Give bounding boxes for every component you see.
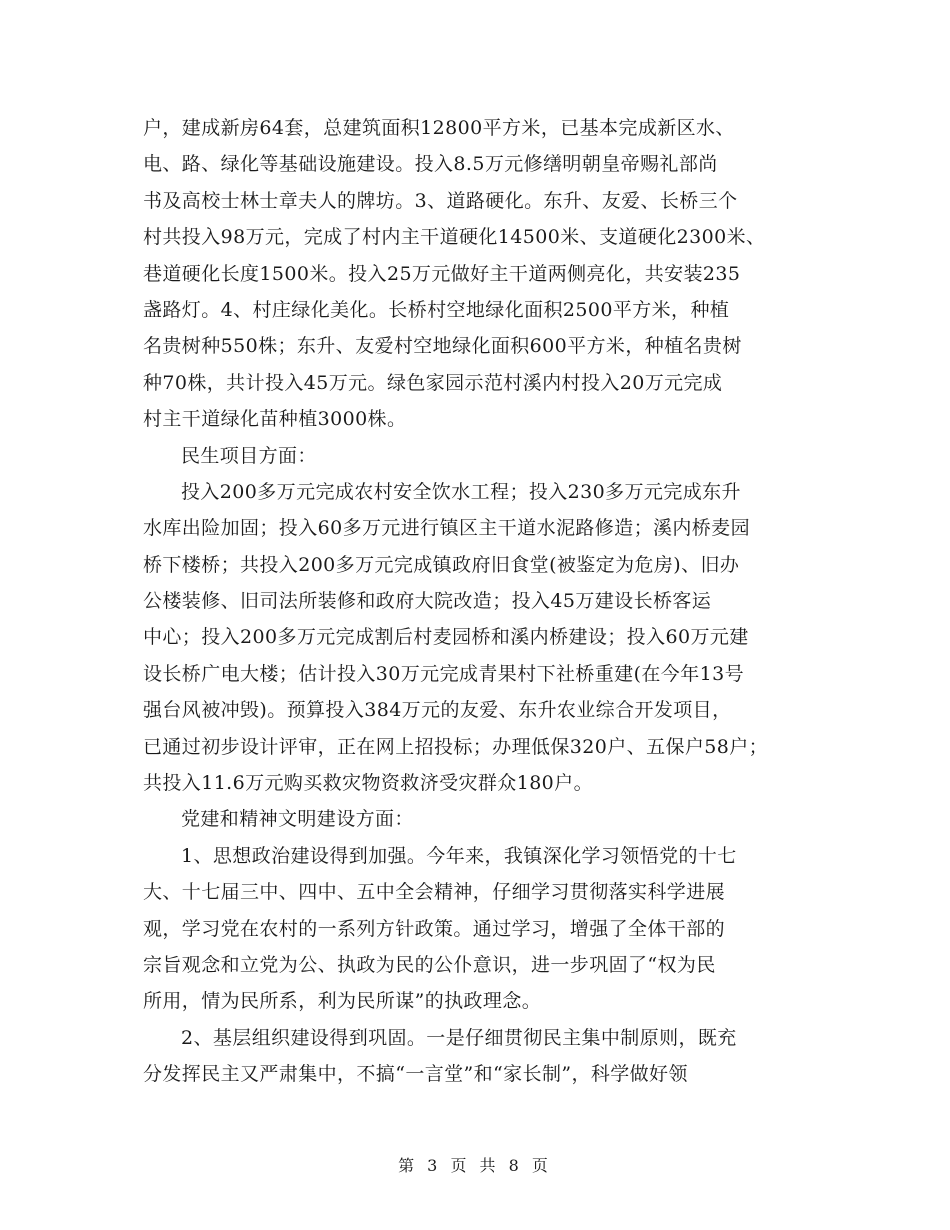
- section-heading-party-building: 党建和精神文明建设方面：: [181, 808, 414, 831]
- text-line: 巷道硬化长度1500米。投入25万元做好主干道两侧亮化，共安装235: [143, 262, 741, 285]
- text-line: 大、十七届三中、四中、五中全会精神，仔细学习贯彻落实科学进展: [143, 881, 726, 904]
- text-line: 电、路、绿化等基础设施建设。投入8.5万元修缮明朝皇帝赐礼部尚: [143, 153, 718, 176]
- text-line: 种70株，共计投入45万元。绿色家园示范村溪内村投入20万元完成: [143, 371, 723, 394]
- text-line: 户，建成新房64套，总建筑面积12800平方米，已基本完成新区水、: [143, 117, 735, 139]
- text-line: 桥下楼桥；共投入200多万元完成镇政府旧食堂(被鉴定为危房)、旧办: [143, 553, 740, 576]
- text-line: 村主干道绿化苗种植3000株。: [143, 408, 407, 431]
- text-line: 名贵树种550株；东升、友爱村空地绿化面积600平方米，种植名贵树: [143, 335, 742, 358]
- text-line: 公楼装修、旧司法所装修和政府大院改造；投入45万建设长桥客运: [143, 590, 712, 613]
- text-line: 1、思想政治建设得到加强。今年来，我镇深化学习领悟党的十七: [181, 844, 737, 867]
- text-line: 盏路灯。4、村庄绿化美化。长桥村空地绿化面积2500平方米，种植: [143, 298, 730, 321]
- document-body: [143, 110, 819, 1093]
- text-line: 书及高校士林士章夫人的牌坊。3、道路硬化。东升、友爱、长桥三个: [143, 189, 738, 212]
- page-number-footer: 第 3 页 共 8 页: [398, 1156, 552, 1175]
- text-line: 设长桥广电大楼；估计投入30万元完成青果村下社桥重建(在今年13号: [143, 662, 744, 685]
- text-line: 水库出险加固；投入60多万元进行镇区主干道水泥路修造；溪内桥麦园: [143, 517, 750, 540]
- text-line: 观，学习党在农村的一系列方针政策。通过学习，增强了全体干部的: [143, 917, 726, 940]
- text-line: 已通过初步设计评审，正在网上招投标；办理低保320户、五保户58户；: [143, 735, 769, 758]
- text-line: 强台风被冲毁)。预算投入384万元的友爱、东升农业综合开发项目，: [143, 699, 732, 722]
- text-line: 分发挥民主又严肃集中，不搞“一言堂”和“家长制”，科学做好领: [143, 1063, 688, 1086]
- text-line: 宗旨观念和立党为公、执政为民的公仆意识，进一步巩固了“权为民: [143, 953, 716, 976]
- text-line: 投入200多万元完成农村安全饮水工程；投入230多万元完成东升: [181, 480, 741, 503]
- text-line: 村共投入98万元，完成了村内主干道硬化14500米、支道硬化2300米、: [143, 226, 766, 249]
- text-line: 中心；投入200多万元完成割后村麦园桥和溪内桥建设；投入60万元建: [143, 626, 749, 649]
- text-line: 所用，情为民所系，利为民所谋”的执政理念。: [143, 990, 542, 1013]
- section-heading-livelihood: 民生项目方面：: [181, 444, 317, 467]
- text-line: 共投入11.6万元购买救灾物资救济受灾群众180户。: [143, 772, 593, 795]
- text-line: 2、基层组织建设得到巩固。一是仔细贯彻民主集中制原则，既充: [181, 1026, 737, 1049]
